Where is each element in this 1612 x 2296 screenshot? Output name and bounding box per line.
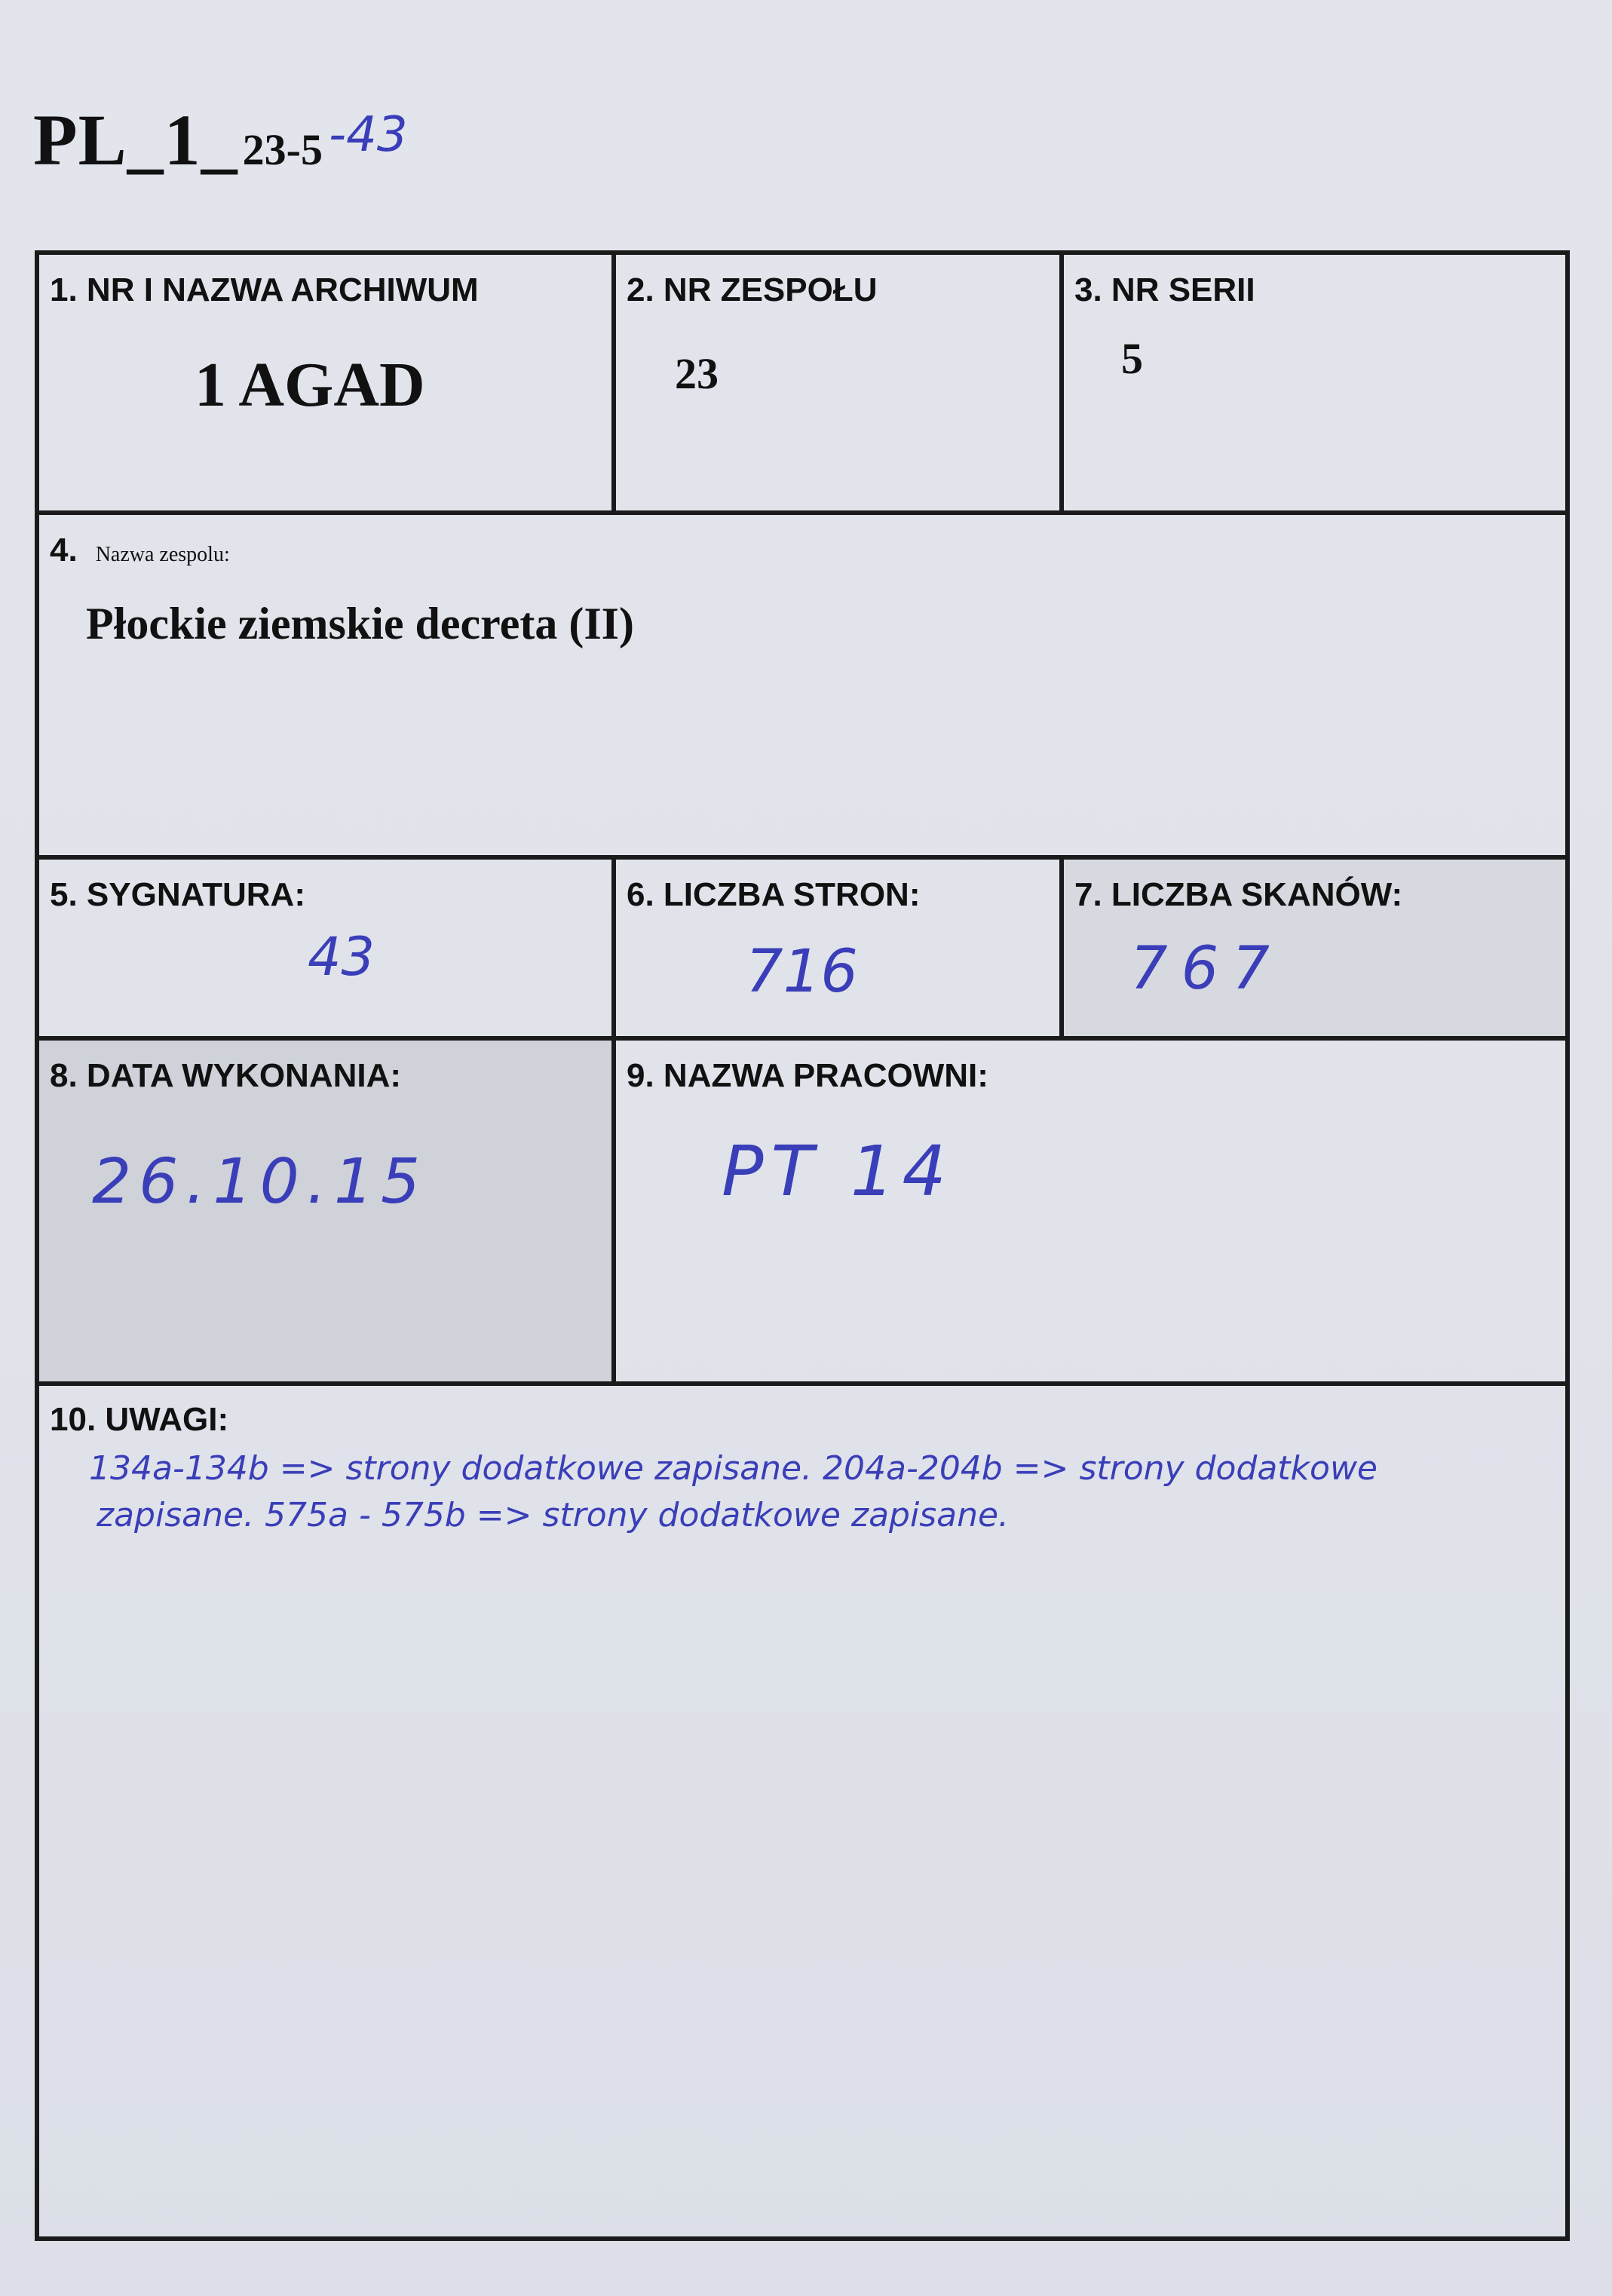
field-fond-name-label (50, 532, 230, 569)
field-remarks-label: 10. UWAGI: (50, 1401, 229, 1438)
identifier-handwritten-suffix: -43 (329, 107, 408, 163)
field-page-count-value: 716 (746, 938, 858, 1006)
field-archive-label: 1. NR I NAZWA ARCHIWUM (50, 271, 479, 308)
identifier-series: 23-5 (242, 125, 323, 174)
field-archive (39, 255, 616, 515)
field-remarks-line-2: zapisane. 575a - 575b => strony dodatkowe zapisane. (97, 1496, 1010, 1534)
field-signature (39, 860, 616, 1041)
field-archive-value: 1 AGAD (195, 350, 425, 420)
field-remarks-line-1: 134a-134b => strony dodatkowe zapisane. 204a-204b => strony dodatkowe (89, 1449, 1378, 1488)
identifier-prefix: PL_1_ (33, 100, 238, 180)
field-studio-name (616, 1041, 1565, 1386)
field-signature-value: 43 (308, 926, 375, 988)
field-studio-name-label: 9. NAZWA PRACOWNI: (627, 1057, 988, 1094)
field-scan-count (1064, 860, 1565, 1041)
document-identifier (33, 98, 408, 182)
field-fond-name-caption: Nazwa zespolu: (95, 543, 230, 566)
field-scan-count-value: 767 (1130, 935, 1283, 1003)
field-execution-date-label: 8. DATA WYKONANIA: (50, 1057, 402, 1094)
field-series-number (1064, 255, 1565, 515)
field-series-number-value: 5 (1121, 334, 1143, 383)
field-series-number-label: 3. NR SERII (1074, 271, 1255, 308)
field-signature-label: 5. SYGNATURA: (50, 876, 305, 913)
field-scan-count-label: 7. LICZBA SKANÓW: (1074, 876, 1403, 913)
field-remarks (39, 1386, 1565, 2236)
field-fond-name-value: Płockie ziemskie decreta (II) (86, 599, 635, 648)
field-page-count (616, 860, 1064, 1041)
field-fond-name-number: 4. (50, 532, 78, 569)
field-execution-date (39, 1041, 616, 1386)
field-fond-number (616, 255, 1064, 515)
archive-metadata-form (35, 250, 1570, 2241)
field-fond-name (39, 515, 1565, 860)
field-studio-name-value: PT 14 (722, 1131, 954, 1212)
field-execution-date-value: 26.10.15 (92, 1146, 428, 1218)
field-fond-number-label: 2. NR ZESPOŁU (627, 271, 878, 308)
field-page-count-label: 6. LICZBA STRON: (627, 876, 921, 913)
field-fond-number-value: 23 (675, 349, 719, 398)
